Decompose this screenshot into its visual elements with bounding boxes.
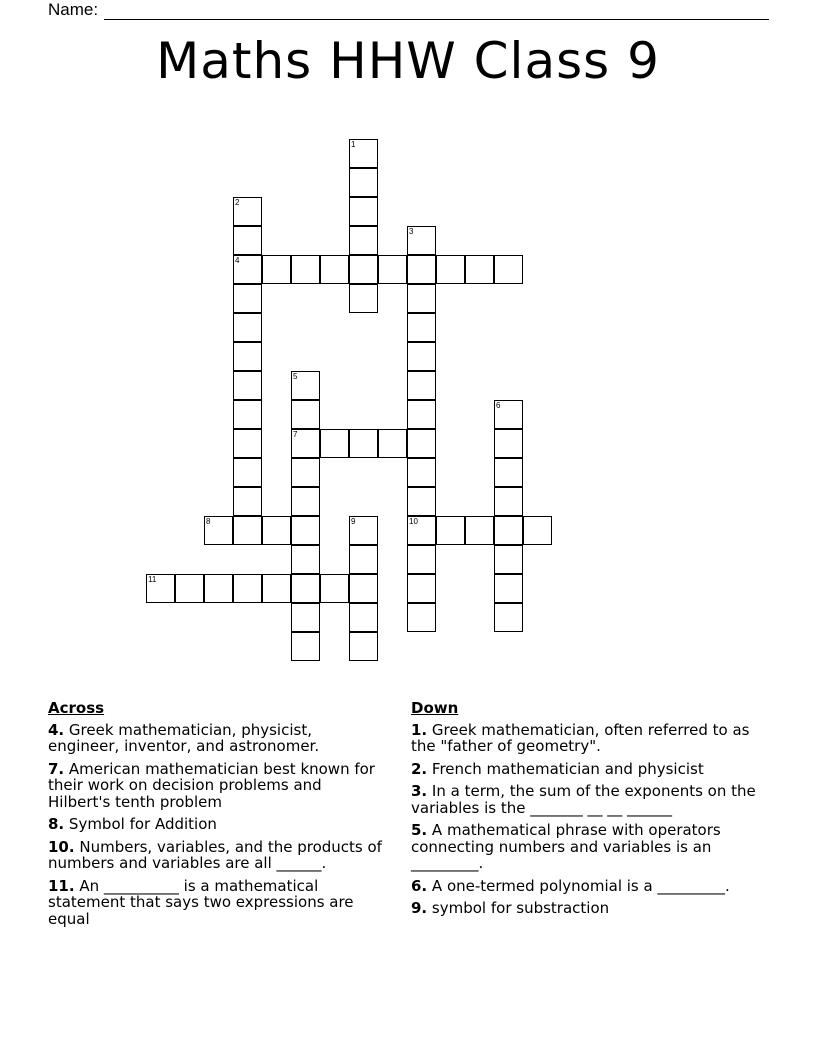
- crossword-cell[interactable]: [320, 429, 349, 458]
- crossword-cell[interactable]: [175, 574, 204, 603]
- crossword-cell[interactable]: [407, 429, 436, 458]
- crossword-cell[interactable]: [349, 516, 378, 545]
- crossword-cell[interactable]: [407, 342, 436, 371]
- crossword-cell[interactable]: [407, 603, 436, 632]
- crossword-cell[interactable]: [349, 632, 378, 661]
- clue-down-9: [411, 900, 756, 917]
- crossword-cell[interactable]: [407, 458, 436, 487]
- clue-number: 3.: [411, 782, 428, 800]
- crossword-cell[interactable]: [494, 603, 523, 632]
- crossword-cell[interactable]: [233, 226, 262, 255]
- clue-down-2: [411, 761, 756, 778]
- crossword-cell[interactable]: [436, 516, 465, 545]
- crossword-cell[interactable]: [233, 458, 262, 487]
- crossword-cell[interactable]: [146, 574, 175, 603]
- crossword-cell[interactable]: [233, 516, 262, 545]
- clue-text: A one-termed polynomial is a _________.: [431, 876, 730, 895]
- clue-text: In a term, the sum of the exponents on the variables is the _______ __ __ ______: [411, 782, 756, 817]
- crossword-cell[interactable]: [233, 400, 262, 429]
- crossword-cell[interactable]: [494, 458, 523, 487]
- across-heading: Across: [48, 699, 105, 717]
- crossword-cell[interactable]: [407, 574, 436, 603]
- crossword-cell[interactable]: [291, 458, 320, 487]
- clue-text: American mathematician best known for their work on decision problems and Hilbert's tenth problem: [48, 759, 375, 811]
- crossword-cell[interactable]: [349, 168, 378, 197]
- crossword-cell[interactable]: [407, 226, 436, 255]
- clue-across-7: [48, 761, 388, 811]
- across-clues: [48, 700, 388, 933]
- crossword-cell[interactable]: [233, 255, 262, 284]
- clue-number: 1.: [411, 720, 428, 739]
- crossword-cell[interactable]: [233, 487, 262, 516]
- crossword-cell[interactable]: [378, 255, 407, 284]
- crossword-cell[interactable]: [233, 313, 262, 342]
- crossword-cell[interactable]: [523, 516, 552, 545]
- crossword-cell[interactable]: [291, 574, 320, 603]
- crossword-cell[interactable]: [349, 574, 378, 603]
- clue-down-6: [411, 878, 756, 895]
- clue-text: Greek mathematician, physicist, engineer, inventor, and astronomer.: [48, 720, 320, 755]
- clue-down-3: [411, 783, 756, 816]
- crossword-cell[interactable]: [494, 429, 523, 458]
- crossword-cell[interactable]: [320, 255, 349, 284]
- clue-across-8: [48, 816, 388, 833]
- crossword-cell[interactable]: [465, 516, 494, 545]
- crossword-cell[interactable]: [291, 255, 320, 284]
- crossword-cell[interactable]: [320, 574, 349, 603]
- clue-down-5: [411, 822, 756, 872]
- cell-number: 11: [148, 575, 157, 584]
- cell-number: 3: [409, 227, 414, 236]
- clue-number: 11.: [48, 876, 75, 895]
- clue-number: 6.: [411, 876, 428, 895]
- clue-number: 10.: [48, 837, 75, 856]
- clue-across-4: [48, 722, 388, 755]
- clue-down-1: [411, 722, 756, 755]
- crossword-cell[interactable]: [407, 371, 436, 400]
- clue-number: 9.: [411, 899, 428, 917]
- crossword-cell[interactable]: [378, 429, 407, 458]
- crossword-cell[interactable]: [494, 574, 523, 603]
- crossword-cell[interactable]: [407, 255, 436, 284]
- clue-number: 8.: [48, 815, 65, 833]
- clue-text: Symbol for Addition: [68, 815, 217, 833]
- crossword-cell[interactable]: [494, 400, 523, 429]
- clue-number: 7.: [48, 759, 65, 778]
- cell-number: 1: [351, 140, 356, 149]
- clue-text: An __________ is a mathematical statement that says two expressions are equal: [48, 876, 354, 928]
- clue-text: Greek mathematician, often referred to as the "father of geometry".: [411, 720, 750, 755]
- crossword-cell[interactable]: [204, 574, 233, 603]
- crossword-cell[interactable]: [349, 226, 378, 255]
- crossword-cell[interactable]: [233, 197, 262, 226]
- crossword-cell[interactable]: [233, 429, 262, 458]
- cell-number: 8: [206, 517, 211, 526]
- crossword-cell[interactable]: [349, 284, 378, 313]
- cell-number: 9: [351, 517, 356, 526]
- crossword-cell[interactable]: [465, 255, 494, 284]
- crossword-cell[interactable]: [291, 487, 320, 516]
- crossword-cell[interactable]: [233, 371, 262, 400]
- clue-across-10: [48, 839, 388, 872]
- crossword-cell[interactable]: [291, 429, 320, 458]
- crossword-cell[interactable]: [349, 603, 378, 632]
- page-title: Maths HHW Class 9: [156, 32, 660, 90]
- cell-number: 10: [409, 517, 418, 526]
- clue-text: French mathematician and physicist: [431, 759, 704, 778]
- crossword-cell[interactable]: [407, 516, 436, 545]
- name-label: Name:: [48, 0, 99, 19]
- crossword-cell[interactable]: [407, 487, 436, 516]
- cell-number: 7: [293, 430, 298, 439]
- cell-number: 5: [293, 372, 298, 381]
- crossword-cell[interactable]: [291, 545, 320, 574]
- clue-across-11: [48, 878, 388, 928]
- crossword-cell[interactable]: [291, 603, 320, 632]
- crossword-cell[interactable]: [494, 255, 523, 284]
- crossword-cell[interactable]: [494, 545, 523, 574]
- crossword-cell[interactable]: [436, 255, 465, 284]
- crossword-cell[interactable]: [349, 255, 378, 284]
- crossword-cell[interactable]: [349, 429, 378, 458]
- crossword-cell[interactable]: [204, 516, 233, 545]
- cell-number: 4: [235, 256, 240, 265]
- crossword-cell[interactable]: [494, 487, 523, 516]
- down-heading: Down: [411, 699, 459, 717]
- cell-number: 6: [496, 401, 501, 410]
- down-clues: [411, 700, 756, 923]
- crossword-cell[interactable]: [407, 313, 436, 342]
- crossword-cell[interactable]: [233, 574, 262, 603]
- clue-text: A mathematical phrase with operators connecting numbers and variables is an _________.: [411, 821, 721, 872]
- clue-text: Numbers, variables, and the products of numbers and variables are all ______.: [48, 837, 382, 872]
- clue-number: 2.: [411, 759, 428, 778]
- crossword-cell[interactable]: [349, 197, 378, 226]
- crossword-cell[interactable]: [494, 516, 523, 545]
- clue-text: symbol for substraction: [431, 899, 610, 917]
- clue-number: 4.: [48, 720, 65, 739]
- crossword-cell[interactable]: [233, 284, 262, 313]
- crossword-cell[interactable]: [407, 400, 436, 429]
- crossword-cell[interactable]: [291, 516, 320, 545]
- crossword-cell[interactable]: [349, 139, 378, 168]
- crossword-cell[interactable]: [233, 342, 262, 371]
- crossword-cell[interactable]: [349, 545, 378, 574]
- crossword-cell[interactable]: [262, 516, 291, 545]
- cell-number: 2: [235, 198, 240, 207]
- clue-number: 5.: [411, 821, 428, 839]
- crossword-cell[interactable]: [262, 255, 291, 284]
- crossword-cell[interactable]: [291, 632, 320, 661]
- crossword-cell[interactable]: [291, 371, 320, 400]
- crossword-cell[interactable]: [291, 400, 320, 429]
- crossword-cell[interactable]: [262, 574, 291, 603]
- crossword-cell[interactable]: [407, 545, 436, 574]
- crossword-cell[interactable]: [407, 284, 436, 313]
